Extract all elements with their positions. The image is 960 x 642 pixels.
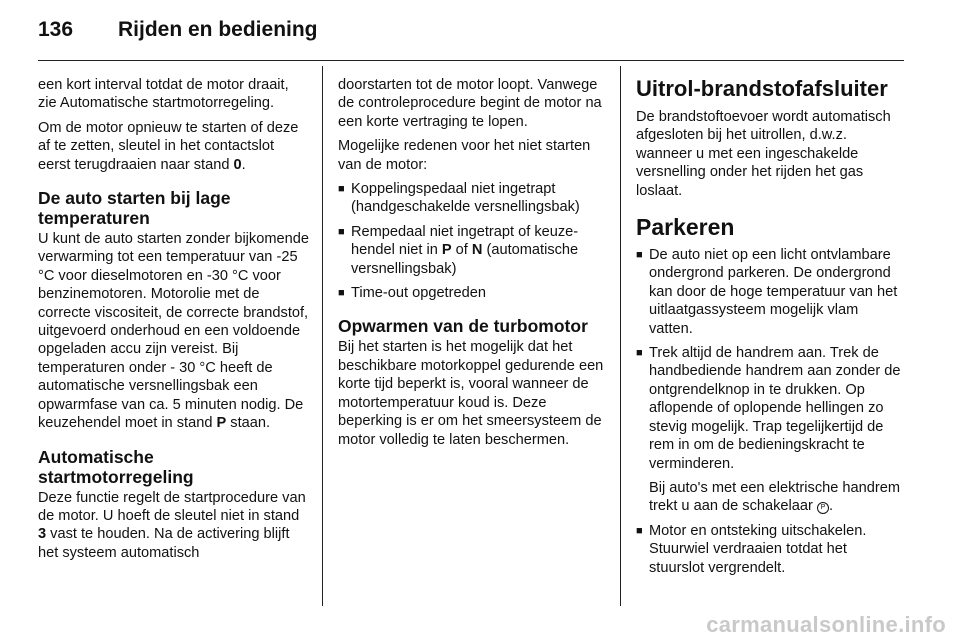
bullet-list (636, 246, 904, 577)
bullet-list (338, 180, 606, 302)
watermark: carmanualsonline.info (706, 612, 946, 637)
section-heading: Uitrol-brandstofafsluiter (636, 76, 888, 101)
selector-position: N (471, 242, 483, 259)
paragraph-text: Om de motor opnieuw te starten of deze af te zetten, sleutel in het contactslot eerst terugdraaien naar stand (38, 119, 299, 173)
list-item-text: Bij auto's met een elektrische handrem trekt u aan de schakelaar (649, 479, 901, 515)
list-item (636, 246, 904, 338)
list-item-text: Rempedaal niet ingetrapt of keuzehendel niet in (351, 223, 579, 259)
list-item-text: Koppelingspedaal niet ingetrapt (handgeschakelde versnellingsbak) (351, 181, 580, 216)
column-2 (338, 76, 606, 455)
list-item-text: De auto niet op een licht ontvlambare ondergrond parkeren. De ondergrond kan door de hoge temperatuur van het uitlaatgassysteem mogelijk vlam vatten. (649, 247, 898, 337)
paragraph (38, 489, 310, 563)
list-item (338, 223, 606, 278)
list-item-text: (automatische versnellingsbak) (351, 242, 579, 277)
bullet-icon: ■ (636, 249, 643, 262)
list-item-text: Time-out opgetreden (351, 285, 486, 302)
paragraph-text: . (241, 156, 246, 173)
selector-position: P (216, 415, 227, 432)
column-divider-2 (620, 66, 621, 606)
parking-brake-icon: P (817, 502, 829, 514)
list-item-text: of (451, 242, 472, 259)
column-3 (636, 76, 904, 583)
column-1 (38, 76, 310, 568)
list-item-text: . (828, 498, 833, 515)
bullet-icon: ■ (636, 524, 643, 537)
paragraph: Mogelijke redenen voor het niet starten van de motor: (338, 138, 591, 173)
header-rule (38, 60, 904, 61)
list-item (636, 522, 904, 577)
paragraph: De brandstoftoevoer wordt automatisch afgesloten bij het uitrollen, d.w.z. wanneer u met een ingeschakelde versnelling onder het rijden het gas loslaat. (636, 109, 891, 199)
list-item (338, 180, 606, 217)
section-heading: Parkeren (636, 214, 735, 241)
section-heading: Opwarmen van de turbomotor (338, 316, 588, 337)
paragraph: Bij het starten is het mogelijk dat het beschikbare motorkoppel gedurende een korte tijd beperkt is, vooral wanneer de motortemperatuur koud is. Deze beperking is er om het smeersysteem de motor volledig te laten beschermen. (338, 339, 604, 448)
page-header (38, 18, 318, 48)
chapter-title: Rijden en bediening (118, 18, 318, 41)
bullet-icon: ■ (636, 347, 643, 360)
key-position: 3 (38, 526, 47, 543)
bullet-icon: ■ (338, 225, 345, 238)
selector-position: P (441, 242, 452, 259)
paragraph (38, 119, 310, 174)
section-heading: De auto starten bij lage temperaturen (38, 188, 231, 229)
bullet-icon: ■ (338, 183, 345, 196)
paragraph-text: vast te houden. Na de activering blijft het systeem automatisch (38, 526, 290, 561)
paragraph: een kort interval totdat de motor draait, zie Automatische startmotorregeling. (38, 77, 289, 112)
paragraph-text: Deze functie regelt de startprocedure van de motor. U hoeft de sleutel niet in stand (38, 489, 306, 524)
list-item-text: Trek altijd de handrem aan. Trek de handbediende handrem aan zonder de ontgrendelknop in te drukken. Op aflopende of oplopende hellingen zo stevig mogelijk. Trap tegelijkertijd de rem in om de bedieningskracht te verminderen. (649, 345, 901, 472)
section-heading: Automatische startmotorregeling (38, 446, 194, 487)
list-item (338, 284, 606, 302)
list-item-text: Motor en ontsteking uitschakelen. Stuurwiel verdraaien totdat het stuurslot vergrendelt. (649, 522, 867, 576)
paragraph-text: staan. (226, 415, 271, 432)
page-number: 136 (38, 18, 74, 41)
paragraph-text: U kunt de auto starten zonder bijkomende verwarming tot een temperatuur van -25 °C voor dieselmotoren en -30 °C voor benzinemotoren. Motorolie met de correcte viscositeit, de correcte brandstof, uitgevoerd onderhoud en een voldoende opgeladen accu zijn vereist. Bij temperaturen onder - 30 °C heeft de automatische versnellingsbak een opwarmfase van ca. 5 minuten nodig. De keuzehendel moet in stand (38, 231, 309, 432)
paragraph: doorstarten tot de motor loopt. Vanwege de controleprocedure begint de motor na een korte vertraging te lopen. (338, 77, 602, 130)
key-position: 0 (233, 156, 242, 173)
list-item-subparagraph (649, 479, 904, 516)
list-item (636, 344, 904, 516)
paragraph (38, 230, 310, 432)
bullet-icon: ■ (338, 287, 345, 300)
column-divider-1 (322, 66, 323, 606)
